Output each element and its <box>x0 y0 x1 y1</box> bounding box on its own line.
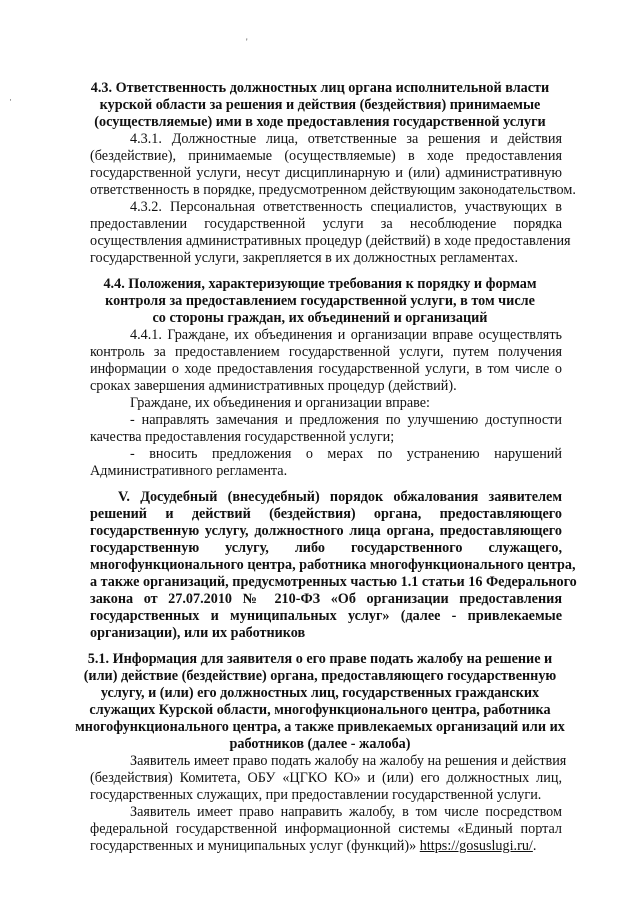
paragraph-line: контроль за предоставлением государственной услуги, путем получения <box>90 344 562 360</box>
section-4-4-heading: со стороны граждан, их объединений и организаций <box>152 310 488 326</box>
section-5-heading: государственную услугу, либо государственного служащего, <box>90 540 562 556</box>
paragraph-line: 4.3.2. Персональная ответственность специалистов, участвующих в <box>130 199 562 215</box>
scan-speck: · <box>9 95 12 105</box>
paragraph-line: ответственность в порядке, предусмотренном действующим законодательством. <box>90 182 576 198</box>
paragraph-line: Заявитель имеет право направить жалобу, в том числе посредством <box>130 804 562 820</box>
paragraph-line: Граждане, их объединения и организации вправе: <box>130 395 430 411</box>
section-4-4-heading: 4.4. Положения, характеризующие требования к порядку и формам <box>103 276 537 292</box>
paragraph-line: сроках завершения административных процедур (действий). <box>90 378 457 394</box>
section-5-1-heading: услугу, и (или) его должностных лиц, государственных гражданских <box>100 685 540 701</box>
section-5-heading: государственную услугу, должностного лица органа, предоставляющего <box>90 523 562 539</box>
section-5-heading: V. Досудебный (внесудебный) порядок обжалования заявителем <box>118 489 562 505</box>
paragraph-line: (бездействие), принимаемые (осуществляемые) в ходе предоставления <box>90 148 562 164</box>
section-5-1-heading: многофункционального центра, а также привлекаемых организаций или их <box>75 719 565 735</box>
section-5-heading: а также организаций, предусмотренных частью 1.1 статьи 16 Федерального <box>90 574 577 590</box>
list-item-line: Административного регламента. <box>90 463 288 479</box>
scan-speck: ' <box>246 37 248 47</box>
paragraph-text: государственных и муниципальных услуг (функций)» <box>90 838 417 854</box>
paragraph-line: 4.3.1. Должностные лица, ответственные за решения и действия <box>130 131 562 147</box>
section-5-1-heading: служащих Курской области, многофункционального центра, работника <box>89 702 551 718</box>
list-item: - вносить предложения о мерах по устранению нарушений <box>130 446 562 462</box>
section-4-3-heading: курской области за решения и действия (бездействия) принимаемые <box>99 97 541 113</box>
section-4-4-heading: контроля за предоставлением государственной услуги, в том числе <box>105 293 535 309</box>
paragraph-line: Заявитель имеет право подать жалобу на жалобу на решения и действия <box>130 753 567 769</box>
section-5-1-heading: работников (далее - жалоба) <box>229 736 411 752</box>
list-item: - направлять замечания и предложения по улучшению доступности <box>130 412 562 428</box>
section-5-1-heading: 5.1. Информация для заявителя о его праве подать жалобу на решение и <box>87 651 553 667</box>
section-5-heading: организации), или их работников <box>90 625 306 641</box>
section-5-heading: государственных и муниципальных услуг» (далее - привлекаемые <box>90 608 562 624</box>
paragraph-line: осуществления административных процедур (действий) в ходе предоставления <box>90 233 571 249</box>
list-item-line: качества предоставления государственной услуги; <box>90 429 395 445</box>
section-5-1-heading: (или) действие (бездействие) органа, предоставляющего государственную <box>83 668 557 684</box>
gosuslugi-link[interactable]: https://gosuslugi.ru/ <box>419 838 533 854</box>
section-5-heading: закона от 27.07.2010 № 210-ФЗ «Об организации предоставления <box>90 591 562 607</box>
paragraph-line: (бездействия) Комитета, ОБУ «ЦГКО КО» и (или) его должностных лиц, <box>90 770 562 786</box>
paragraph-line: государственных служащих, при предоставлении государственной услуги. <box>90 787 542 803</box>
section-5-heading: многофункционального центра, работника многофункционального центра, <box>90 557 576 573</box>
paragraph-text: . <box>532 838 537 854</box>
section-4-3-heading: (осуществляемые) ими в ходе предоставления государственной услуги <box>94 114 546 130</box>
paragraph-line <box>90 838 562 855</box>
paragraph-line: предоставлении государственной услуги за несоблюдение порядка <box>90 216 562 232</box>
section-5-heading: решений и действий (бездействия) органа, предоставляющего <box>90 506 562 522</box>
paragraph-line: федеральной государственной информационной системы «Единый портал <box>90 821 562 837</box>
paragraph-line: 4.4.1. Граждане, их объединения и организации вправе осуществлять <box>130 327 562 343</box>
paragraph-line: государственной услуги, закрепляется в их должностных регламентах. <box>90 250 518 266</box>
paragraph-line: информации о ходе предоставления государственной услуги, в том числе о <box>90 361 562 377</box>
section-4-3-heading: 4.3. Ответственность должностных лиц органа исполнительной власти <box>90 80 550 96</box>
paragraph-line: государственной услуги, несут дисциплинарную и (или) административную <box>90 165 562 181</box>
